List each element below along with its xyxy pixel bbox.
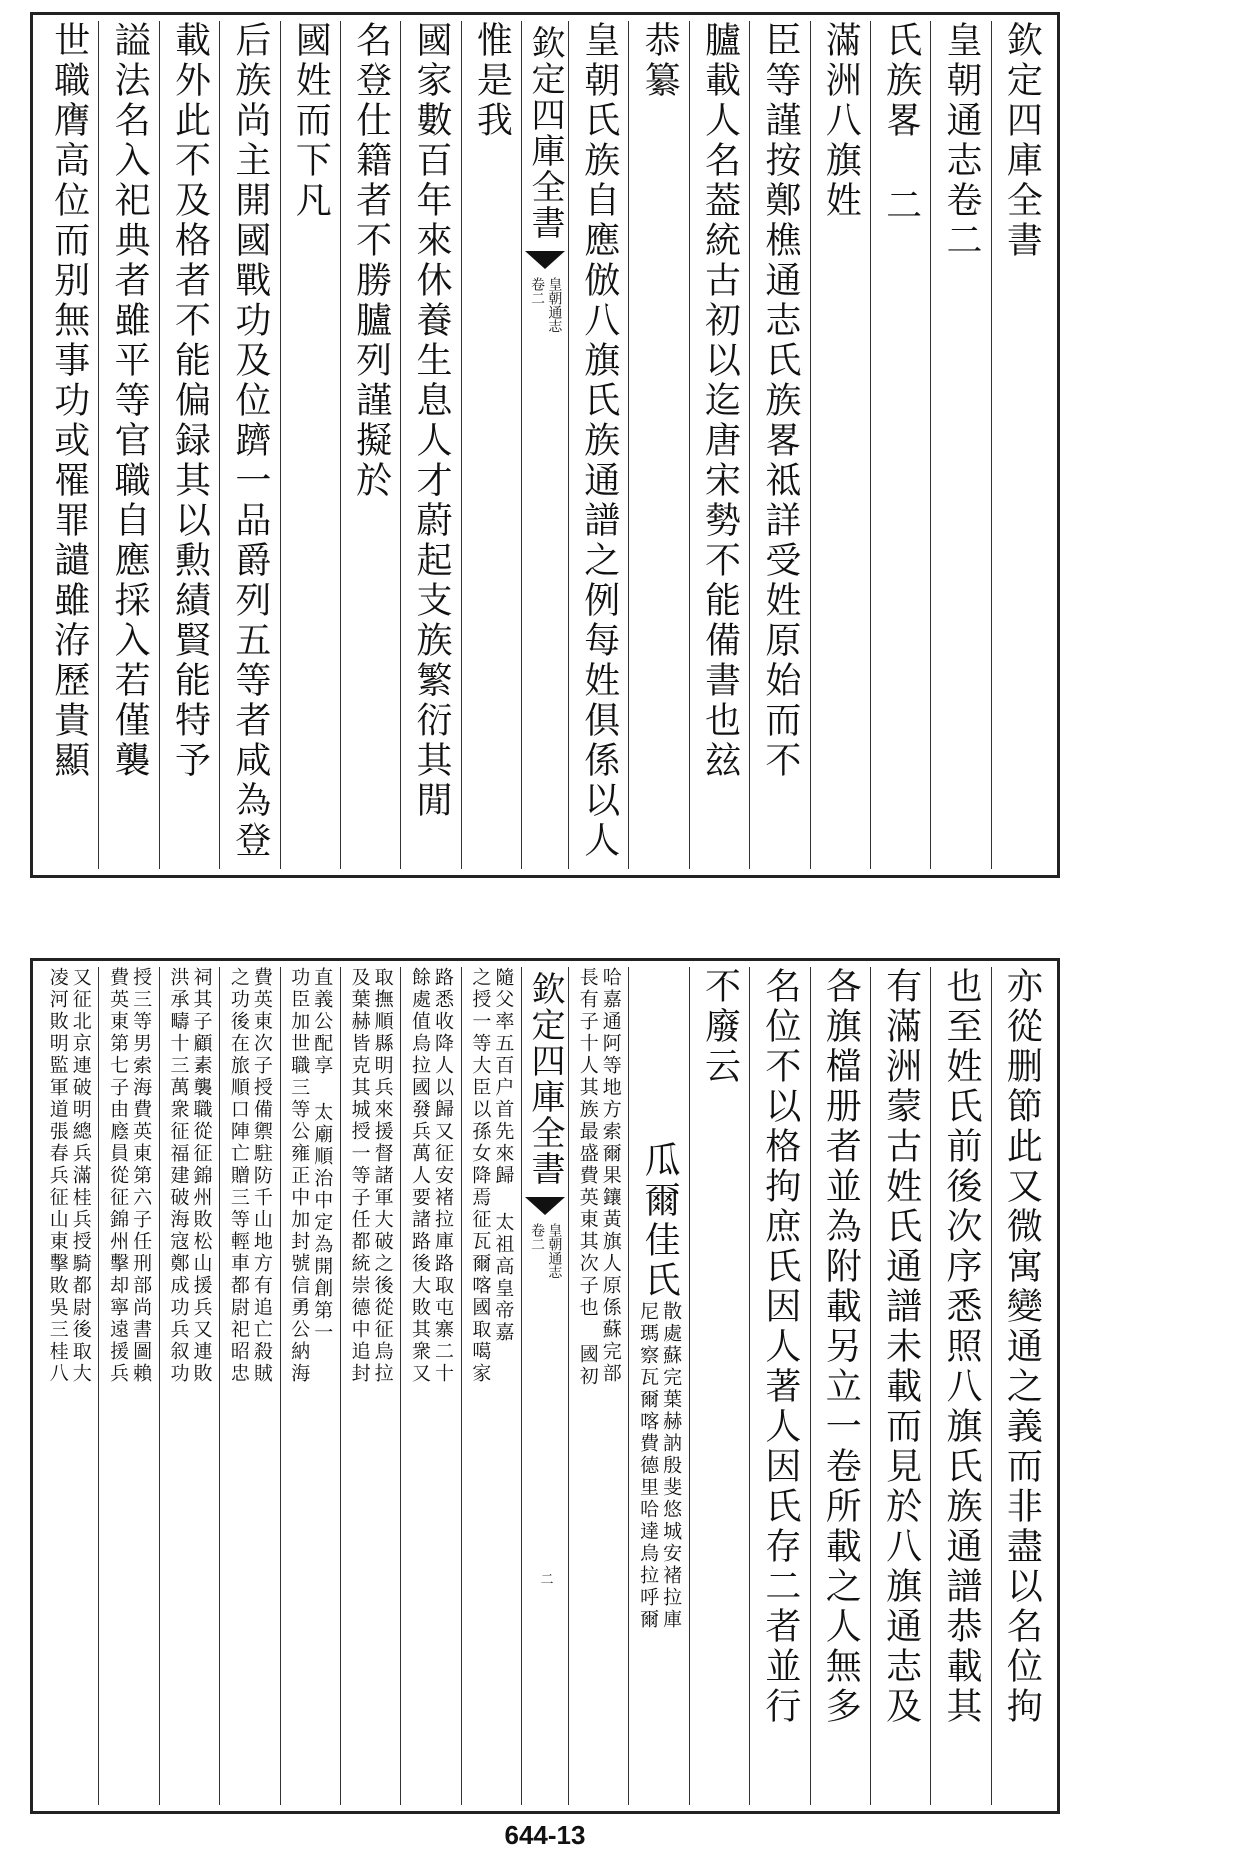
gutter-title: 欽定四庫全書 [525,25,565,241]
text-column [98,21,158,869]
text-column [810,21,870,869]
column-text: 謚法名入祀典者雖平等官職自應採入若僅襲 [109,21,151,781]
annotation-text: 費英東第七子由廕員從征錦州擊却寧遠援兵 [107,967,130,1385]
annotation-text: 尼瑪察瓦爾喀費德里哈達烏拉呼爾 [637,1301,660,1631]
annotation-text: 取撫順縣明兵來援督諸軍大破之後從征烏拉 [371,967,394,1385]
annotation-block [469,967,515,1385]
column-text: 有滿洲蒙古姓氏通譜未載而見於八旗通志及 [880,967,922,1727]
upper-page [30,12,1060,878]
column-text: 氏族畧 二 [880,21,922,226]
text-column [991,967,1051,1805]
annotation-block [48,967,90,1385]
annotation-text: 餘處值烏拉國發兵萬人要諸路後大敗其衆又 [408,967,431,1385]
column-text: 惟是我 [471,21,513,141]
column-text: 臣等謹按鄭樵通志氏族畧祗詳受姓原始而不 [759,21,801,781]
fishtail-mark-icon [525,1197,565,1215]
text-column [568,967,628,1805]
annotation-block [288,967,334,1385]
text-column [930,967,990,1805]
text-column [870,21,930,869]
gutter-subtitle [529,1223,562,1279]
column-text: 亦從删節此又微寓變通之義而非盡以名位拘 [1001,967,1043,1727]
text-column [39,967,98,1805]
text-column [628,21,688,869]
gutter-subtitle-line: 卷二 [529,277,545,305]
annotation-text: 洪承疇十三萬衆征福建破海寇鄭成功兵叙功 [167,967,190,1385]
text-column [461,21,521,869]
fishtail-mark-icon [525,251,565,269]
center-gutter [521,967,568,1805]
annotation-text: 哈嘉通阿等地方索爾果鑲黃旗人原係蘇完部 [599,967,622,1385]
text-column [280,967,340,1805]
text-column [628,967,688,1805]
column-text: 欽定四庫全書 [1001,21,1043,261]
annotation-text: 費英東次子授備禦駐防千山地方有追亡殺賊 [250,967,273,1385]
annotation-text: 路悉收降人以歸又征安褚拉庫路取屯寨二十 [431,967,454,1385]
column-text: 皇朝氏族自應倣八旗氏族通譜之例每姓俱係以人 [578,21,620,861]
lower-page-columns [39,967,1051,1805]
text-column [568,21,628,869]
column-text: 名位不以格拘庶氏因人著人因氏存二者並行 [759,967,801,1727]
text-column [689,21,749,869]
text-column [340,967,400,1805]
column-text: 瓜爾佳氏 [639,1141,681,1301]
column-text: 臚載人名葢統古初以迄唐宋勢不能備書也玆 [699,21,741,781]
annotation-text: 之授一等大臣以孫女降焉征瓦爾喀國取噶家 [469,967,492,1385]
annotation-text: 直義公配享 太廟順治中定為開創第一 [311,967,334,1344]
annotation-text: 授三等男索海費英東第六子任刑部尚書圖賴 [130,967,153,1385]
text-column [749,967,809,1805]
column-text: 國姓而下凡 [290,21,332,221]
text-column [340,21,400,869]
gutter-leaf-number: 二 [537,1572,553,1585]
column-text: 皇朝通志卷二 [940,21,982,261]
annotation-text: 長有子十人其族最盛費英東其次子也 國初 [576,967,599,1388]
text-column [219,21,279,869]
annotation-text: 及葉赫皆克其城授一等子任都統崇德中追封 [348,967,371,1385]
page-number: 644-13 [504,1820,586,1850]
annotation-text: 散處蘇完葉赫訥殷斐悠城安褚拉庫 [660,1301,683,1631]
text-column [689,967,749,1805]
annotation-block [637,1301,683,1631]
text-column [98,967,158,1805]
column-text: 后族尚主開國戰功及位躋一品爵列五等者咸為登 [229,21,271,861]
gutter-subtitle-line: 皇朝通志 [546,277,563,333]
annotation-block [350,967,392,1385]
text-column [159,967,219,1805]
column-text: 載外此不及格者不能偏録其以勲績賢能特予 [169,21,211,781]
annotation-text: 隨父率五百户首先來歸 太祖高皇帝嘉 [492,967,515,1344]
text-column [219,967,279,1805]
annotation-text: 又征北京連破明總兵滿桂兵授騎都尉後取大 [69,967,92,1385]
text-column [749,21,809,869]
annotation-text: 凌河敗明監軍道張春兵征山東擊敗吳三桂八 [46,967,69,1385]
annotation-block [229,967,271,1385]
text-column [810,967,870,1805]
column-text: 滿洲八旗姓 [820,21,862,221]
lower-page [30,958,1060,1814]
annotation-text: 祠其子顧素襲職從征錦州敗松山援兵又連敗 [190,967,213,1385]
gutter-subtitle-line: 皇朝通志 [546,1223,563,1279]
column-text: 國家數百年來休養生息人才蔚起支族繁衍其閒 [410,21,452,821]
text-column [400,967,460,1805]
annotation-text: 功臣加世職三等公雍正中加封號信勇公納海 [288,967,311,1385]
column-text: 世職膺高位而别無事功或罹罪譴雖洊歷貴顯 [48,21,90,781]
gutter-subtitle [529,277,562,333]
upper-page-columns [39,21,1051,869]
text-column [991,21,1051,869]
text-column [159,21,219,869]
text-column [930,21,990,869]
column-text: 各旗檔册者並為附載另立一卷所載之人無多 [820,967,862,1727]
gutter-subtitle-line: 卷二 [529,1223,545,1251]
annotation-block [410,967,452,1385]
annotation-block [107,967,153,1385]
column-text: 也至姓氏前後次序悉照八旗氏族通譜恭載其 [940,967,982,1727]
gutter-title: 欽定四庫全書 [525,971,565,1187]
annotation-text: 之功後在旅順口陣亡贈三等輕車都尉祀昭忠 [227,967,250,1385]
text-column [400,21,460,869]
annotation-block [167,967,213,1385]
column-text: 恭纂 [639,21,681,101]
column-text: 名登仕籍者不勝臚列謹擬於 [350,21,392,501]
text-column [870,967,930,1805]
text-column [461,967,521,1805]
center-gutter [521,21,568,869]
column-text: 不廢云 [699,967,741,1087]
annotation-block [578,967,620,1388]
text-column [280,21,340,869]
text-column [39,21,98,869]
